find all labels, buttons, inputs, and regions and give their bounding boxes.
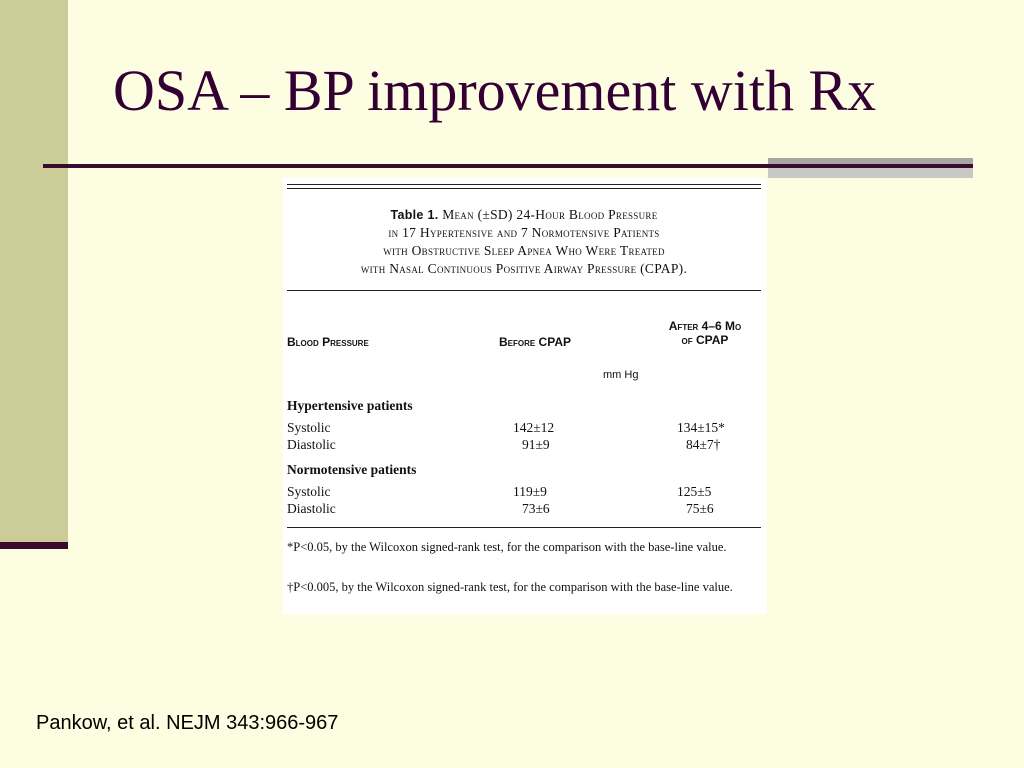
title-rule-gray-block-light bbox=[768, 168, 973, 178]
header-after-cpap-line-1: After 4–6 Mo bbox=[668, 319, 742, 333]
row-before-value: 73±6 bbox=[522, 501, 550, 516]
row-before-value: 91±9 bbox=[522, 437, 550, 452]
left-accent-bar-end bbox=[0, 542, 68, 549]
row-before-value: 142±12 bbox=[513, 420, 555, 435]
row-after-value: 84±7† bbox=[686, 437, 721, 452]
title-rule bbox=[43, 164, 973, 168]
table-caption-label: Table 1. bbox=[390, 208, 439, 222]
units-label: mm Hg bbox=[603, 369, 639, 381]
caption-rule bbox=[287, 290, 761, 291]
slide-title: OSA – BP improvement with Rx bbox=[113, 58, 877, 123]
data-table-image bbox=[283, 178, 767, 614]
table-caption bbox=[287, 206, 761, 278]
row-after-value: 134±15* bbox=[677, 420, 725, 435]
table-caption-line-4: with Nasal Continuous Positive Airway Pressure (CPAP). bbox=[360, 261, 688, 276]
header-blood-pressure: Blood Pressure bbox=[287, 335, 369, 349]
header-before-cpap: Before CPAP bbox=[499, 335, 572, 349]
header-after-cpap-line-2: of CPAP bbox=[681, 333, 729, 347]
table-caption-line-2: in 17 Hypertensive and 7 Normotensive Patients bbox=[388, 225, 660, 240]
table-caption-line-3: with Obstructive Sleep Apnea Who Were Treated bbox=[383, 243, 665, 258]
section-title-normotensive: Normotensive patients bbox=[287, 462, 417, 477]
table-caption-line-1: Mean (±SD) 24-Hour Blood Pressure bbox=[442, 207, 658, 222]
table-top-rule-2 bbox=[287, 188, 761, 189]
row-before-value: 119±9 bbox=[513, 484, 547, 499]
table-top-rule bbox=[287, 184, 761, 185]
section-title-hypertensive: Hypertensive patients bbox=[287, 398, 413, 413]
row-label: Diastolic bbox=[287, 501, 336, 516]
footnote-2: †P<0.005, by the Wilcoxon signed-rank test, for the comparison with the base-line value. bbox=[287, 580, 733, 594]
header-after-cpap bbox=[643, 319, 767, 347]
footnote-rule bbox=[287, 527, 761, 528]
citation: Pankow, et al. NEJM 343:966-967 bbox=[36, 712, 339, 734]
left-accent-bar bbox=[0, 0, 68, 545]
row-label: Diastolic bbox=[287, 437, 336, 452]
row-after-value: 125±5 bbox=[677, 484, 712, 499]
footnote-1: *P<0.05, by the Wilcoxon signed-rank test, for the comparison with the base-line value. bbox=[287, 540, 727, 554]
row-label: Systolic bbox=[287, 420, 331, 435]
row-label: Systolic bbox=[287, 484, 331, 499]
row-after-value: 75±6 bbox=[686, 501, 714, 516]
